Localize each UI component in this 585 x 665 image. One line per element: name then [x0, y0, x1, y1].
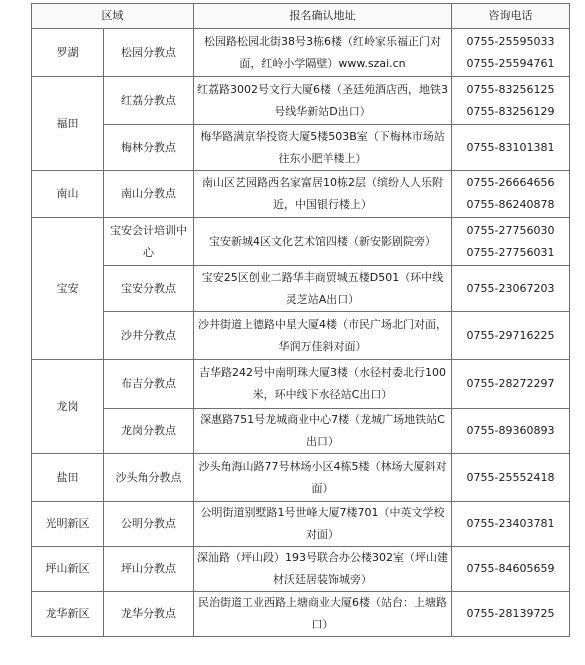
phone-cell — [452, 547, 570, 592]
phone-cell — [452, 29, 570, 77]
header-address: 报名确认地址 — [194, 4, 452, 29]
address-cell: 红荔路3002号文行大厦6楼（圣廷苑酒店西，地铁3号线华新站D出口） — [194, 77, 452, 125]
phone-number: 0755-86240878 — [466, 198, 555, 211]
phone-cell — [452, 454, 570, 502]
branch-name-cell: 宝安会计培训中心 — [104, 218, 194, 266]
region-cell: 盐田 — [32, 454, 104, 502]
header-row — [32, 4, 570, 29]
branch-name-cell: 宝安分教点 — [104, 266, 194, 312]
phone-number: 0755-25552418 — [466, 470, 555, 484]
address-cell: 南山区艺园路西名家富居10栋2层（缤纷人人乐附近，中国银行楼上） — [194, 171, 452, 218]
table-row — [32, 218, 570, 266]
region-cell: 福田 — [32, 77, 104, 171]
table-row — [32, 360, 570, 409]
address-cell: 松园路松园北街38号3栋6楼（红岭家乐福正门对面，红岭小学隔壁）www.szai.cn — [194, 29, 452, 77]
address-cell: 深汕路（坪山段）193号联合办公楼302室（坪山建材沃廷居装饰城旁） — [194, 547, 452, 592]
phone-cell — [452, 171, 570, 218]
phone-cell — [452, 125, 570, 171]
address-cell: 沙头角海山路77号林场小区4栋5楼（林场大厦斜对面） — [194, 454, 452, 502]
training-centers-table — [31, 3, 570, 637]
address-cell: 宝安25区创业二路华丰商贸城五楼D501（环中线灵芝站A出口） — [194, 266, 452, 312]
address-cell: 公明街道别墅路1号世峰大厦7楼701（中英文学校对面） — [194, 502, 452, 547]
phone-number: 0755-89360893 — [466, 424, 555, 437]
phone-number: 0755-28139725 — [466, 607, 555, 620]
table-row — [32, 77, 570, 125]
table-row — [32, 125, 570, 171]
region-cell: 龙华新区 — [32, 592, 104, 637]
phone-cell — [452, 312, 570, 360]
phone-number: 0755-83256129 — [466, 104, 555, 118]
table-row — [32, 409, 570, 454]
region-cell: 坪山新区 — [32, 547, 104, 592]
phone-number: 0755-27756030 — [466, 223, 555, 237]
address-cell: 吉华路242号中南明珠大厦3楼（水径村委北行100米，环中线下水径站C出口） — [194, 360, 452, 409]
region-cell: 南山 — [32, 171, 104, 218]
region-cell: 罗湖 — [32, 29, 104, 77]
table-row — [32, 547, 570, 592]
branch-name-cell: 沙井分教点 — [104, 312, 194, 360]
region-cell: 龙岗 — [32, 360, 104, 454]
phone-number: 0755-28272297 — [466, 377, 555, 390]
phone-number: 0755-26664656 — [466, 176, 555, 189]
table-row — [32, 592, 570, 637]
branch-name-cell: 坪山分教点 — [104, 547, 194, 592]
phone-number: 0755-83256125 — [466, 82, 555, 96]
branch-name-cell: 红荔分教点 — [104, 77, 194, 125]
phone-cell — [452, 502, 570, 547]
phone-number: 0755-27756031 — [466, 245, 555, 259]
table-row — [32, 312, 570, 360]
phone-cell — [452, 218, 570, 266]
region-cell: 光明新区 — [32, 502, 104, 547]
phone-cell — [452, 409, 570, 454]
phone-number: 0755-83101381 — [466, 140, 555, 154]
phone-number: 0755-29716225 — [466, 328, 555, 342]
phone-number: 0755-84605659 — [466, 562, 555, 575]
table-row — [32, 502, 570, 547]
header-region: 区域 — [32, 4, 194, 29]
phone-cell — [452, 592, 570, 637]
address-cell: 民治街道工业西路上塘商业大厦6楼（站台：上塘路口） — [194, 592, 452, 637]
address-cell: 沙井街道上德路中星大厦4楼（市民广场北门对面，华润万佳斜对面） — [194, 312, 452, 360]
phone-cell — [452, 266, 570, 312]
branch-name-cell: 布吉分教点 — [104, 360, 194, 409]
table-row — [32, 29, 570, 77]
address-cell: 梅华路满京华投资大厦5楼503B室（下梅林市场站往东小肥羊楼上） — [194, 125, 452, 171]
address-cell: 深惠路751号龙城商业中心7楼（龙城广场地铁站C出口） — [194, 409, 452, 454]
table-row — [32, 454, 570, 502]
address-cell: 宝安新城4区文化艺术馆四楼（新安影剧院旁） — [194, 218, 452, 266]
region-cell: 宝安 — [32, 218, 104, 360]
phone-number: 0755-25594761 — [466, 56, 555, 70]
phone-number: 0755-25595033 — [466, 34, 555, 48]
branch-name-cell: 沙头角分教点 — [104, 454, 194, 502]
table-row — [32, 171, 570, 218]
phone-cell — [452, 360, 570, 409]
branch-name-cell: 南山分教点 — [104, 171, 194, 218]
phone-number: 0755-23067203 — [466, 281, 555, 295]
header-phone: 咨询电话 — [452, 4, 570, 29]
branch-name-cell: 松园分教点 — [104, 29, 194, 77]
phone-number: 0755-23403781 — [466, 517, 555, 530]
phone-cell — [452, 77, 570, 125]
table-row — [32, 266, 570, 312]
branch-name-cell: 龙华分教点 — [104, 592, 194, 637]
branch-name-cell: 公明分教点 — [104, 502, 194, 547]
table-body — [32, 29, 570, 637]
branch-name-cell: 梅林分教点 — [104, 125, 194, 171]
branch-name-cell: 龙岗分教点 — [104, 409, 194, 454]
